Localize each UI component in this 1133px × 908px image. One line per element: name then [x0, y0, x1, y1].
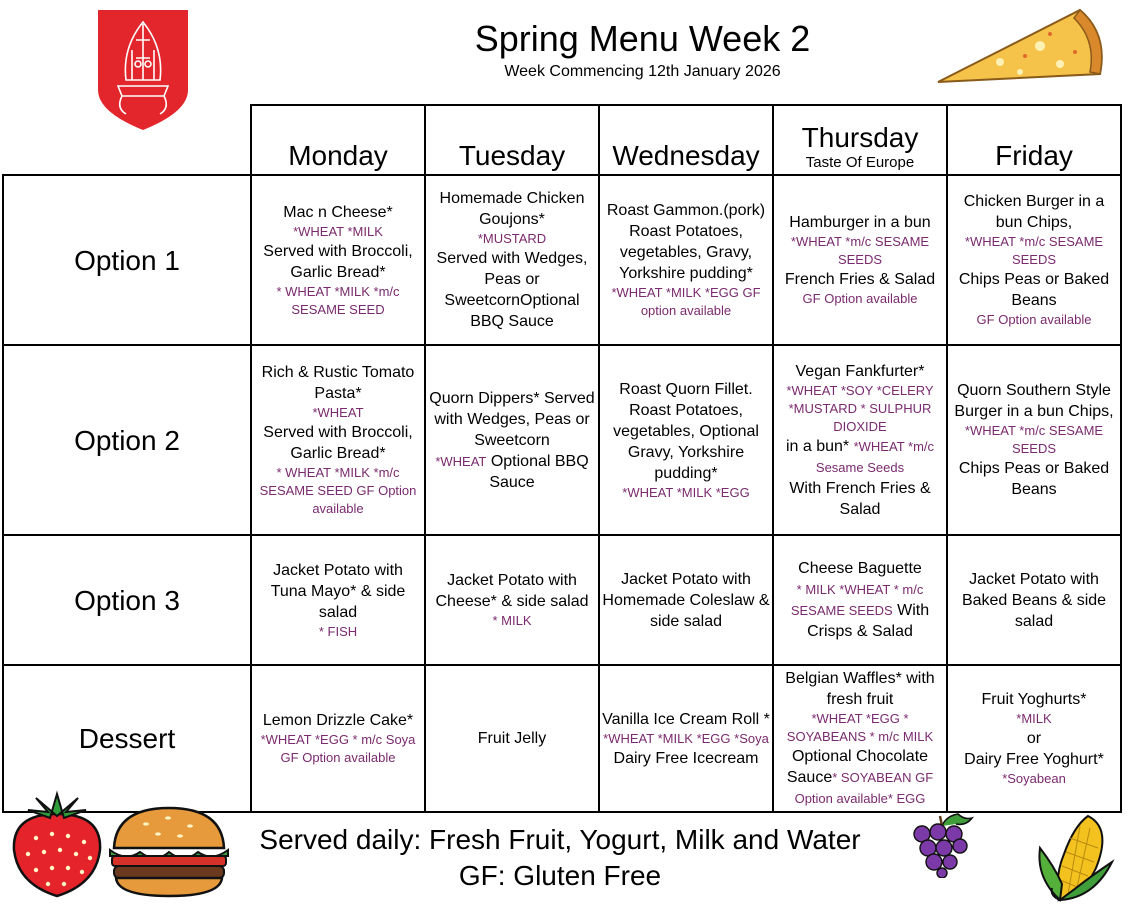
- menu-cell: [425, 535, 599, 665]
- allergen-note: * MILK: [492, 613, 532, 628]
- dish-text: Jacket Potato with Homemade Coleslaw & side salad: [602, 570, 770, 630]
- menu-cell: [251, 665, 425, 812]
- allergen-note: *WHEAT *SOY *CELERY *MUSTARD * SULPHUR DIOXIDE: [786, 382, 934, 434]
- menu-cell: [947, 175, 1121, 345]
- menu-cell: [773, 535, 947, 665]
- allergen-note: *Soyabean: [1002, 771, 1066, 786]
- menu-cell: [425, 345, 599, 535]
- grapes-picture: [906, 812, 978, 878]
- dish-text: Served with Wedges, Peas or SweetcornOptional BBQ Sauce: [436, 250, 588, 330]
- menu-cell: [773, 345, 947, 535]
- menu-cell: [425, 175, 599, 345]
- dish-text: Served with Broccoli, Garlic Bread*: [263, 242, 413, 281]
- day-header-wednesday: Wednesday: [599, 105, 773, 175]
- dish-text: Dairy Free Icecream: [613, 749, 759, 767]
- day-header-row: [3, 105, 1121, 175]
- menu-cell: [251, 345, 425, 535]
- day-header-thursday: Thursday Taste Of Europe: [773, 105, 947, 175]
- menu-table: [2, 104, 1122, 813]
- menu-cell: [773, 665, 947, 812]
- pizza-slice-picture: [930, 4, 1110, 102]
- allergen-note: *WHEAT *m/c SESAME SEEDS: [964, 234, 1104, 267]
- dish-text: Rich & Rustic Tomato Pasta*: [261, 364, 415, 402]
- dish-text: Fruit Jelly: [477, 730, 547, 747]
- corner-cell: [3, 105, 251, 175]
- dish-text: Vegan Fankfurter*: [795, 362, 925, 380]
- dish-text: Roast Gammon.(pork) Roast Potatoes, vegetables, Gravy, Yorkshire pudding*: [606, 202, 766, 282]
- dish-text: Quorn Southern Style Burger in a bun Chips,: [954, 382, 1114, 420]
- dish-text: Vanilla Ice Cream Roll *: [602, 710, 770, 728]
- menu-cell: [947, 535, 1121, 665]
- dish-text: Lemon Drizzle Cake*: [262, 712, 414, 729]
- allergen-note: *WHEAT *EGG * m/c Soya GF Option available: [260, 732, 416, 765]
- day-header-friday: Friday: [947, 105, 1121, 175]
- allergen-note: *MUSTARD: [477, 231, 547, 246]
- corn-cob-picture: [1024, 808, 1120, 906]
- allergen-note: *WHEAT *EGG * SOYABEANS * m/c MILK: [786, 711, 934, 744]
- dish-text: in a bun*: [785, 437, 854, 455]
- dish-text: Homemade Chicken Goujons*: [439, 190, 585, 228]
- allergen-note: * WHEAT *MILK *m/c SESAME SEED: [276, 283, 400, 317]
- dish-text: Quorn Dippers* Served with Wedges, Peas or Sweetcorn: [429, 389, 595, 449]
- week-commencing-subtitle: Week Commencing 12th January 2026: [504, 63, 781, 80]
- allergen-note: *WHEAT *m/c SESAME SEEDS: [790, 234, 930, 267]
- menu-title: Spring Menu Week 2: [474, 18, 811, 59]
- day-header-tuesday: Tuesday: [425, 105, 599, 175]
- menu-cell: [599, 535, 773, 665]
- dish-text: Fruit Yoghurts*: [981, 691, 1087, 708]
- allergen-note: *WHEAT *m/c SESAME SEEDS: [964, 423, 1104, 456]
- dish-text: Optional BBQ Sauce: [486, 452, 589, 491]
- allergen-note: *WHEAT *MILK *EGG: [622, 484, 750, 500]
- dish-text: Optional Chocolate Sauce: [786, 748, 929, 786]
- allergen-note: GF Option available: [976, 312, 1092, 327]
- dish-text: Chicken Burger in a bun Chips,: [963, 193, 1105, 231]
- dish-text: Jacket Potato with Cheese* & side salad: [435, 572, 589, 610]
- dish-text: With Crisps & Salad: [807, 602, 930, 640]
- dish-text: Belgian Waffles* with fresh fruit: [785, 670, 935, 708]
- allergen-note: * WHEAT *MILK *m/c SESAME SEED GF Option available: [259, 465, 417, 516]
- allergen-note: * MILK *WHEAT * m/c SESAME SEEDS: [790, 582, 924, 618]
- strawberry-picture: [6, 788, 108, 900]
- allergen-note: *WHEAT *MILK *EGG *Soya: [603, 730, 769, 746]
- allergen-note: * FISH: [318, 623, 358, 639]
- gf-legend: GF: Gluten Free: [458, 860, 662, 891]
- menu-cell: [947, 345, 1121, 535]
- menu-cell: [251, 175, 425, 345]
- row-label: Dessert: [3, 665, 251, 812]
- menu-cell: [599, 665, 773, 812]
- dish-text: Hamburger in a bun: [789, 214, 931, 231]
- menu-cell: [947, 665, 1121, 812]
- dish-text: French Fries & Salad: [784, 271, 936, 288]
- dish-text: Mac n Cheese*: [283, 203, 393, 221]
- row-label: Option 2: [3, 345, 251, 535]
- dish-text: Chips Peas or Baked Beans: [958, 460, 1110, 498]
- dish-text: or: [1026, 730, 1042, 747]
- dish-text: Dairy Free Yoghurt*: [964, 751, 1104, 768]
- day-theme: Taste Of Europe: [805, 154, 915, 171]
- allergen-note: GF Option available: [802, 291, 918, 306]
- dish-text: Jacket Potato with Baked Beans & side salad: [961, 570, 1107, 630]
- menu-cell: [251, 535, 425, 665]
- menu-row: [3, 345, 1121, 535]
- dish-text: With French Fries & Salad: [789, 479, 931, 518]
- allergen-note: *WHEAT *MILK: [293, 223, 383, 239]
- dish-text: Roast Quorn Fillet. Roast Potatoes, vegetables, Optional Gravy, Yorkshire pudding*: [613, 380, 759, 482]
- dish-text: Jacket Potato with Tuna Mayo* & side salad: [270, 561, 406, 621]
- dish-text: Chips Peas or Baked Beans: [958, 271, 1110, 309]
- menu-row: [3, 665, 1121, 812]
- menu-cell: [599, 175, 773, 345]
- allergen-note: *WHEAT: [435, 453, 487, 469]
- row-label: Option 3: [3, 535, 251, 665]
- served-daily-footer: [200, 822, 920, 894]
- menu-cell: [425, 665, 599, 812]
- dish-text: Cheese Baguette: [798, 560, 922, 577]
- row-label: Option 1: [3, 175, 251, 345]
- day-header-monday: Monday: [251, 105, 425, 175]
- dish-text: Served with Broccoli, Garlic Bread*: [263, 424, 413, 462]
- served-daily-text: Served daily: Fresh Fruit, Yogurt, Milk and Water: [259, 824, 861, 855]
- allergen-note: *WHEAT: [312, 405, 364, 420]
- menu-cell: [773, 175, 947, 345]
- allergen-note: *WHEAT *MILK *EGG GF option available: [611, 285, 761, 318]
- allergen-note: * SOYABEAN GF Option available* EGG: [794, 770, 934, 806]
- allergen-note: *MILK: [1016, 711, 1052, 726]
- menu-row: [3, 175, 1121, 345]
- menu-row: [3, 535, 1121, 665]
- menu-cell: [599, 345, 773, 535]
- allergen-note: *WHEAT *m/c Sesame Seeds: [815, 438, 935, 475]
